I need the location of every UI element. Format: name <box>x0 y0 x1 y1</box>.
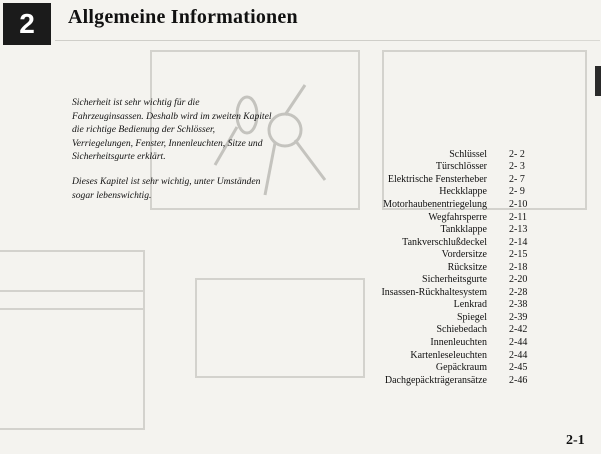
chapter-title: Allgemeine Informationen <box>68 6 298 28</box>
toc-entry-page: 2-28 <box>509 286 528 298</box>
toc-entry-label: Insassen-Rückhaltesystem <box>381 286 487 298</box>
toc-entry <box>330 261 560 274</box>
toc-entry-label: Sicherheitsgurte <box>422 274 487 286</box>
toc-entry <box>330 186 560 199</box>
toc-entry <box>330 161 560 174</box>
toc-entry-page: 2- 3 <box>509 161 525 173</box>
toc-entry-label: Gepäckraum <box>435 362 487 374</box>
toc-entry-page: 2-10 <box>509 198 528 210</box>
toc-entry-label: Türschlösser <box>435 161 487 173</box>
toc-entry <box>330 273 560 286</box>
toc-entry-label: Kartenleseleuchten <box>410 349 487 361</box>
toc-entry <box>330 336 560 349</box>
toc-entry-label: Schiebedach <box>436 324 487 336</box>
chapter-number: 2 <box>19 8 35 39</box>
toc-entry-label: Spiegel <box>457 311 487 323</box>
toc-entry-page: 2-15 <box>509 249 528 261</box>
toc-entry-page: 2- 9 <box>509 186 525 198</box>
toc-entry-page: 2-14 <box>509 236 528 248</box>
toc-entry <box>330 223 560 236</box>
toc-entry <box>330 198 560 211</box>
toc-entry-page: 2-13 <box>509 224 528 236</box>
toc-entry-label: Lenkrad <box>453 299 487 311</box>
toc-entry <box>330 211 560 224</box>
toc-entry <box>330 248 560 261</box>
intro-paragraph-2: Dieses Kapitel ist sehr wichtig, unter Umständen sogar lebenswichtig. <box>72 176 261 201</box>
chapter-thumb-tab <box>595 66 601 96</box>
toc-entry-label: Vordersitze <box>441 249 487 261</box>
toc-entry-page: 2- 7 <box>509 173 525 185</box>
toc-entry-label: Schlüssel <box>449 148 487 160</box>
toc-entry <box>330 236 560 249</box>
toc-entry <box>330 324 560 337</box>
intro-paragraph-1: Sicherheit ist sehr wichtig für die Fahrzeuginsassen. Deshalb wird im zweiten Kapitel die richtige Bedienung der Schlösser, Verriegelungen, Fenster, Innenleuchten, Sitze und Sicherheitsgurte erklärt. <box>72 97 272 163</box>
toc-entry-label: Tankklappe <box>440 224 487 236</box>
toc-entry-label: Innenleuchten <box>430 336 487 348</box>
toc-entry-label: Wegfahrsperre <box>428 211 487 223</box>
page-number: 2-1 <box>566 433 585 448</box>
toc-entry-page: 2-20 <box>509 274 528 286</box>
toc-entry <box>330 374 560 387</box>
title-divider <box>55 40 540 41</box>
toc-entry-page: 2-38 <box>509 299 528 311</box>
toc-entry-label: Motorhaubenentriegelung <box>383 198 487 210</box>
toc-entry <box>330 148 560 161</box>
toc-entry <box>330 173 560 186</box>
toc-entry <box>330 361 560 374</box>
toc-entry-label: Tankverschlußdeckel <box>402 236 487 248</box>
toc-entry-page: 2-44 <box>509 336 528 348</box>
toc-entry-label: Heckklappe <box>439 186 487 198</box>
toc-entry-label: Rücksitze <box>447 261 487 273</box>
toc-entry-page: 2-42 <box>509 324 528 336</box>
toc-entry-page: 2-46 <box>509 374 528 386</box>
chapter-number-badge <box>3 3 51 45</box>
toc-entry-label: Elektrische Fensterheber <box>387 173 487 185</box>
table-of-contents <box>330 148 560 386</box>
toc-entry-page: 2- 2 <box>509 148 525 160</box>
toc-entry-page: 2-39 <box>509 311 528 323</box>
toc-entry <box>330 299 560 312</box>
toc-entry-page: 2-45 <box>509 362 528 374</box>
toc-entry-page: 2-44 <box>509 349 528 361</box>
toc-entry-label: Dachgepäckträgeransätze <box>384 374 487 386</box>
toc-entry-page: 2-11 <box>509 211 527 223</box>
toc-entry <box>330 349 560 362</box>
toc-entry <box>330 286 560 299</box>
toc-entry-page: 2-18 <box>509 261 528 273</box>
toc-entry <box>330 311 560 324</box>
